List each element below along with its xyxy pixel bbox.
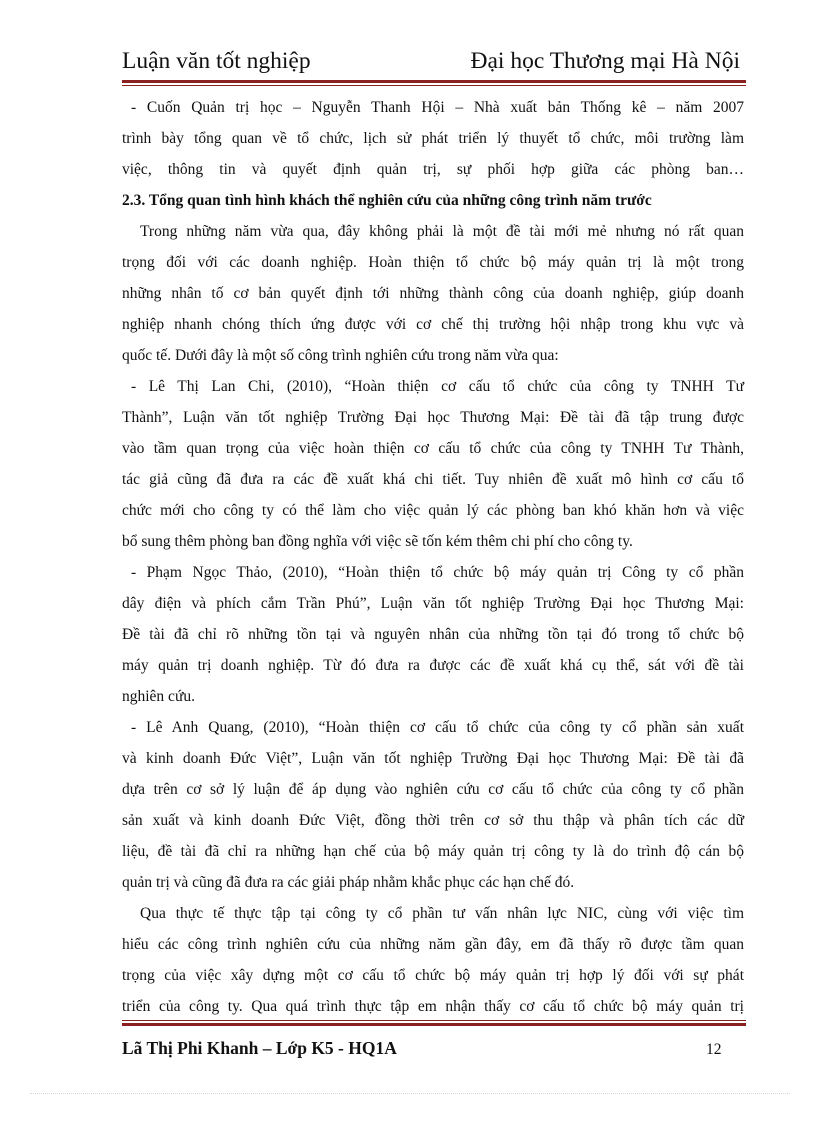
header-university-name: Đại học Thương mại Hà Nội [470,48,740,74]
body-line: việc, thông tin và quyết định quản trị, sự phối hợp giữa các phòng ban… [122,161,744,178]
body-line: Thành”, Luận văn tốt nghiệp Trường Đại học Thương Mại: Đề tài đã tập trung được [122,409,744,426]
body-line: nghiệp nhanh chóng thích ứng được với cơ chế thị trường hội nhập trong khu vực và [122,316,744,333]
body-line: chức mới cho công ty có thể làm cho việc quản lý các phòng ban khó khăn hơn và việc [122,502,744,519]
page-edge-divider [30,1093,790,1094]
section-heading: 2.3. Tổng quan tình hình khách thể nghiên cứu của những công trình năm trước [122,192,652,209]
header-rule [122,80,746,88]
body-line: trọng của việc xây dựng một cơ cấu tổ chức bộ máy quản trị hợp lý đối với sự phát [122,967,744,984]
body-line: - Lê Anh Quang, (2010), “Hoàn thiện cơ cấu tổ chức của công ty cổ phần sản xuất [131,719,744,736]
body-line: - Cuốn Quản trị học – Nguyễn Thanh Hội – Nhà xuất bản Thống kê – năm 2007 [131,99,744,116]
body-line: - Phạm Ngọc Thảo, (2010), “Hoàn thiện tổ chức bộ máy quản trị Công ty cổ phần [131,564,744,581]
body-line: trọng đối với các doanh nghiệp. Hoàn thiện tổ chức bộ máy quản trị là một trong [122,254,744,271]
body-line: Đề tài đã chỉ rõ những tồn tại và nguyên nhân của những tồn tại đó trong tổ chức bộ [122,626,744,643]
body-line: Trong những năm vừa qua, đây không phải là một đề tài mới mẻ nhưng nó rất quan [140,223,744,240]
document-body [122,92,744,1022]
footer-rule [122,1020,746,1028]
header-thesis-label: Luận văn tốt nghiệp [122,48,311,74]
page-number: 12 [706,1041,722,1058]
body-line: vào tầm quan trọng của việc hoàn thiện cơ cấu tổ chức của công ty TNHH Tư Thành, [122,440,744,457]
body-line: quản trị và cũng đã đưa ra các giải pháp nhằm khắc phục các hạn chế đó. [122,874,575,891]
body-line: nghiên cứu. [122,688,195,705]
body-line: quốc tế. Dưới đây là một số công trình nghiên cứu trong năm vừa qua: [122,347,559,364]
body-line: liệu, đề tài đã chỉ ra những hạn chế của bộ máy quản trị công ty là do trình độ cán bộ [122,843,744,860]
body-line: máy quản trị doanh nghiệp. Từ đó đưa ra được các đề xuất khá cụ thể, sát với đề tài [122,657,744,674]
page-header [122,46,744,80]
body-line: trình bày tổng quan về tổ chức, lịch sử phát triển lý thuyết tổ chức, môi trường làm [122,130,744,147]
body-line: bổ sung thêm phòng ban đồng nghĩa với việc sẽ tốn kém thêm chi phí cho công ty. [122,533,633,550]
body-line: và kinh doanh Đức Việt”, Luận văn tốt nghiệp Trường Đại học Thương Mại: Đề tài đã [122,750,744,767]
body-line: triển của công ty. Qua quá trình thực tập em nhận thấy cơ cấu tổ chức bộ máy quản trị [122,998,744,1015]
body-line: hiểu các công trình nghiên cứu của những năm gần đây, em đã thấy rõ được tầm quan [122,936,744,953]
body-line: dựa trên cơ sở lý luận để áp dụng vào nghiên cứu cơ cấu tổ chức của công ty cổ phần [122,781,744,798]
body-line: tác giả cũng đã đưa ra các đề xuất khá chi tiết. Tuy nhiên đề xuất mô hình cơ cấu tổ [122,471,744,488]
body-line: - Lê Thị Lan Chi, (2010), “Hoàn thiện cơ cấu tổ chức của công ty TNHH Tư [131,378,744,395]
body-line: những nhân tố cơ bản quyết định tới những thành công của doanh nghiệp, giúp doanh [122,285,744,302]
footer-author: Lã Thị Phi Khanh – Lớp K5 - HQ1A [122,1038,397,1058]
body-line: sản xuất và kinh doanh Đức Việt, đồng thời trên cơ sở thu thập và phân tích các dữ [122,812,744,829]
body-line: Qua thực tế thực tập tại công ty cổ phần tư vấn nhân lực NIC, cùng với việc tìm [140,905,744,922]
body-line: dây điện và phích cắm Trần Phú”, Luận văn tốt nghiệp Trường Đại học Thương Mại: [122,595,744,612]
